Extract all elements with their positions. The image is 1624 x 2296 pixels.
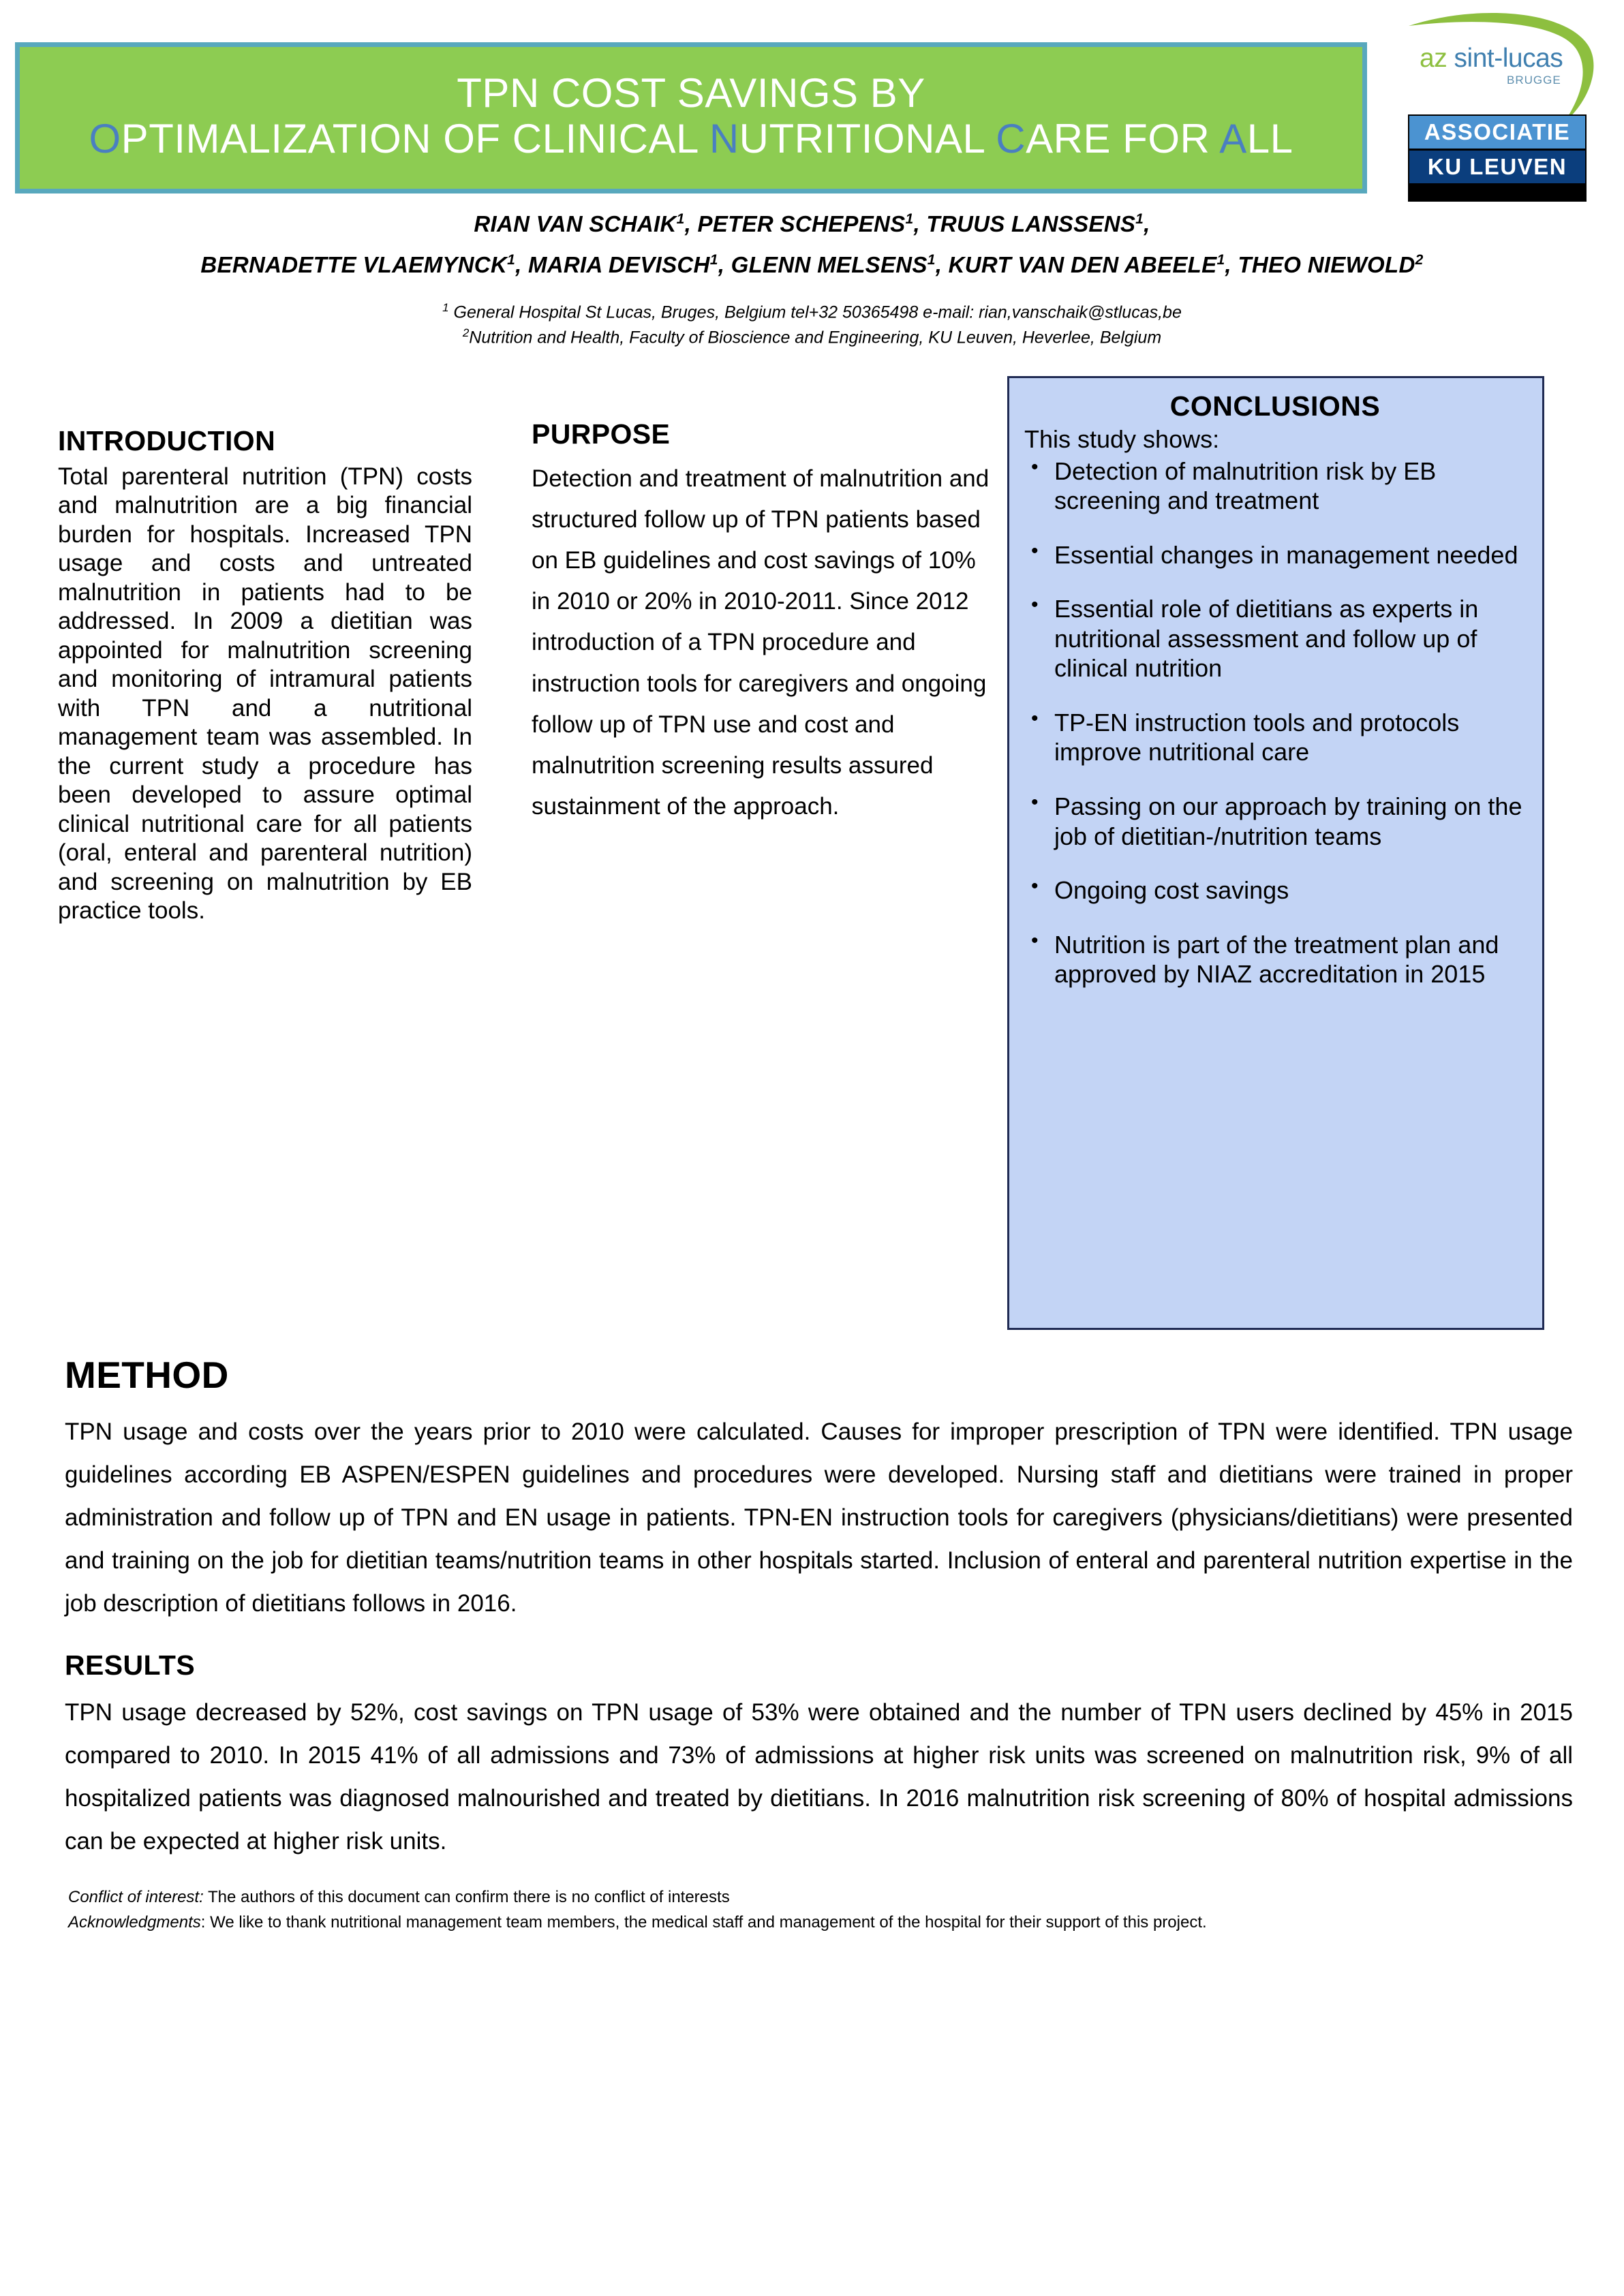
- title-segment-9: LL: [1246, 116, 1293, 161]
- logo-block: [1394, 5, 1605, 203]
- introduction-section: [58, 425, 472, 926]
- results-body: TPN usage decreased by 52%, cost savings on TPN usage of 53% were obtained and the number of TPN users declined by 45% in 2015 compared to 2010. In 2015 41% of all admissions and 73% of admissions at higher risk units was screened on malnutrition risk, 9% of all hospitalized patients was diagnosed malnourished and treated by dietitians. In 2016 malnutrition risk screening of 80% of hospital admissions can be expected at higher risk units.: [65, 1698, 1573, 1855]
- poster-header: [0, 0, 1624, 204]
- author-text: , GLENN MELSENS: [718, 252, 928, 277]
- conclusions-heading: CONCLUSIONS: [1169, 390, 1381, 422]
- conclusion-item: • Essential role of dietitians as experts in nutritional assessment and follow up of clinical nutrition: [1020, 594, 1530, 683]
- az-name: sint-lucas: [1454, 44, 1563, 73]
- az-city-label: BRUGGE: [1507, 74, 1561, 87]
- affiliation-2-marker: 2: [462, 326, 470, 339]
- conclusion-item: • Detection of malnutrition risk by EB screening and treatment: [1020, 456, 1530, 516]
- author-affil-ref: 1: [927, 252, 936, 268]
- authors-block: [0, 211, 1624, 350]
- author-name-2: , PETER SCHEPENS: [684, 211, 906, 236]
- title-banner: [15, 42, 1367, 193]
- author-text: , MARIA DEVISCH: [515, 252, 710, 277]
- conclusion-item: • TP-EN instruction tools and protocols improve nutritional care: [1020, 708, 1530, 767]
- purpose-body: Detection and treatment of malnutrition and structured follow up of TPN patients based on EB guidelines and cost savings of 10% in 2010 or 20% in 2010-2011. Since 2012 introduction of a TPN procedure and instruction tools for caregivers and ongoing follow up of TPN use and cost and malnutrition screening results assured sustainment of the approach.: [532, 465, 990, 820]
- three-column-area: [0, 376, 1624, 1350]
- affiliation-1: [0, 300, 1624, 325]
- title-segment-7: ARE FOR: [1026, 116, 1220, 161]
- introduction-body: Total parenteral nutrition (TPN) costs and malnutrition are a big financial burden for hospitals. Increased TPN usage and costs and untreated malnutrition in patients had to be addressed. In 2009 a dietitian was appointed for malnutrition screening and monitoring of intramural patients with TPN and a nutritional management team was assembled. In the current study a procedure has been developed to assure optimal clinical nutritional care for all patients (oral, enteral and parenteral nutrition) and screening on malnutrition by EB practice tools.: [58, 463, 472, 925]
- conclusion-item: • Nutrition is part of the treatment plan and approved by NIAZ accreditation in 2015: [1020, 930, 1530, 989]
- poster-title-line-2: [89, 116, 1293, 161]
- purpose-section: [532, 418, 995, 828]
- results-heading: RESULTS: [65, 1649, 196, 1681]
- acknowledgments-line: [68, 1910, 1542, 1935]
- acknowledgments-text: : We like to thank nutritional management team members, the medical staff and management of the hospital for their support of this project.: [200, 1912, 1207, 1932]
- method-body: TPN usage and costs over the years prior to 2010 were calculated. Causes for improper prescription of TPN were identified. TPN usage guidelines according EB ASPEN/ESPEN guidelines and procedures were developed. Nursing staff and dietitians were trained in proper administration and follow up of TPN and EN usage in patients. TPN-EN instruction tools for caregivers (physicians/dietitians) were presented and training on the job for dietitian teams/nutrition teams in other hospitals started. Inclusion of enteral and parenteral nutrition expertise in the job description of dietitians follows in 2016.: [65, 1418, 1573, 1617]
- author-text: BERNADETTE VLAEMYNCK: [200, 252, 508, 277]
- author-text: , KURT VAN DEN ABEELE: [935, 252, 1217, 277]
- title-segment-2: N: [577, 116, 607, 161]
- author-line-1-tail: ,: [1144, 211, 1150, 236]
- author-affil-ref-3: 1: [1135, 211, 1144, 227]
- acknowledgments-label: Acknowledgments: [68, 1912, 201, 1932]
- poster-footer: [0, 1884, 1624, 1935]
- associatie-label: ASSOCIATIE: [1424, 119, 1571, 144]
- az-sint-lucas-wordmark: [1420, 44, 1563, 74]
- title-segment-3: ICAL: [607, 116, 709, 161]
- conclusions-list: [1020, 456, 1530, 989]
- conclusion-item: • Essential changes in management needed: [1020, 540, 1530, 570]
- author-affil-ref: 1: [709, 252, 718, 268]
- author-text: , THEO NIEWOLD: [1225, 252, 1415, 277]
- conflict-label: Conflict of interest:: [68, 1887, 204, 1906]
- author-affil-ref-1: 1: [676, 211, 685, 227]
- author-name-1: RIAN VAN SCHAIK: [474, 211, 677, 236]
- conflict-text: The authors of this document can confirm there is no conflict of interests: [203, 1887, 730, 1906]
- ku-leuven-bar: [1409, 151, 1585, 183]
- title-segment-1: PTIMALIZATION OF CLI: [121, 116, 577, 161]
- title-segment-0: O: [89, 116, 121, 161]
- az-sint-lucas-logo: [1394, 5, 1605, 127]
- ku-leuven-label: KU LEUVEN: [1427, 154, 1567, 179]
- affiliation-1-marker: 1: [442, 301, 449, 314]
- affiliation-1-text: General Hospital St Lucas, Bruges, Belgium tel+32 50365498 e-mail: rian,vanschaik@stlucas,be: [448, 302, 1182, 322]
- author-line-1: [0, 211, 1624, 237]
- conclusion-item: • Ongoing cost savings: [1020, 875, 1530, 905]
- title-segment-4: N: [709, 116, 739, 161]
- author-name-3: , TRUUS LANSSENS: [913, 211, 1136, 236]
- title-segment-6: C: [996, 116, 1026, 161]
- affiliations-block: [0, 300, 1624, 350]
- conclusions-lead: This study shows:: [1024, 424, 1220, 453]
- conclusions-box: [1007, 376, 1544, 1330]
- method-results-section: [0, 1353, 1624, 1863]
- author-affil-ref: 1: [1216, 252, 1225, 268]
- method-heading: METHOD: [65, 1353, 229, 1396]
- author-affil-ref: 1: [507, 252, 516, 268]
- affiliation-2-text: Nutrition and Health, Faculty of Bioscience and Engineering, KU Leuven, Heverlee, Belgium: [469, 328, 1162, 347]
- author-affil-ref-2: 1: [905, 211, 914, 227]
- conflict-of-interest-line: [68, 1884, 1542, 1910]
- poster-title-line-1: TPN COST SAVINGS BY: [457, 69, 925, 116]
- conclusion-item: • Passing on our approach by training on the job of dietitian-/nutrition teams: [1020, 792, 1530, 851]
- introduction-heading: INTRODUCTION: [58, 424, 276, 456]
- az-prefix: az: [1420, 44, 1454, 73]
- author-affil-ref: 2: [1415, 252, 1424, 268]
- purpose-heading: PURPOSE: [532, 418, 671, 450]
- associatie-bar: [1409, 116, 1585, 149]
- title-segment-8: A: [1219, 116, 1247, 161]
- ku-leuven-logo: [1408, 114, 1587, 202]
- affiliation-2: [0, 325, 1624, 350]
- title-segment-5: UTRITIONAL: [739, 116, 996, 161]
- author-line-2: [0, 252, 1624, 278]
